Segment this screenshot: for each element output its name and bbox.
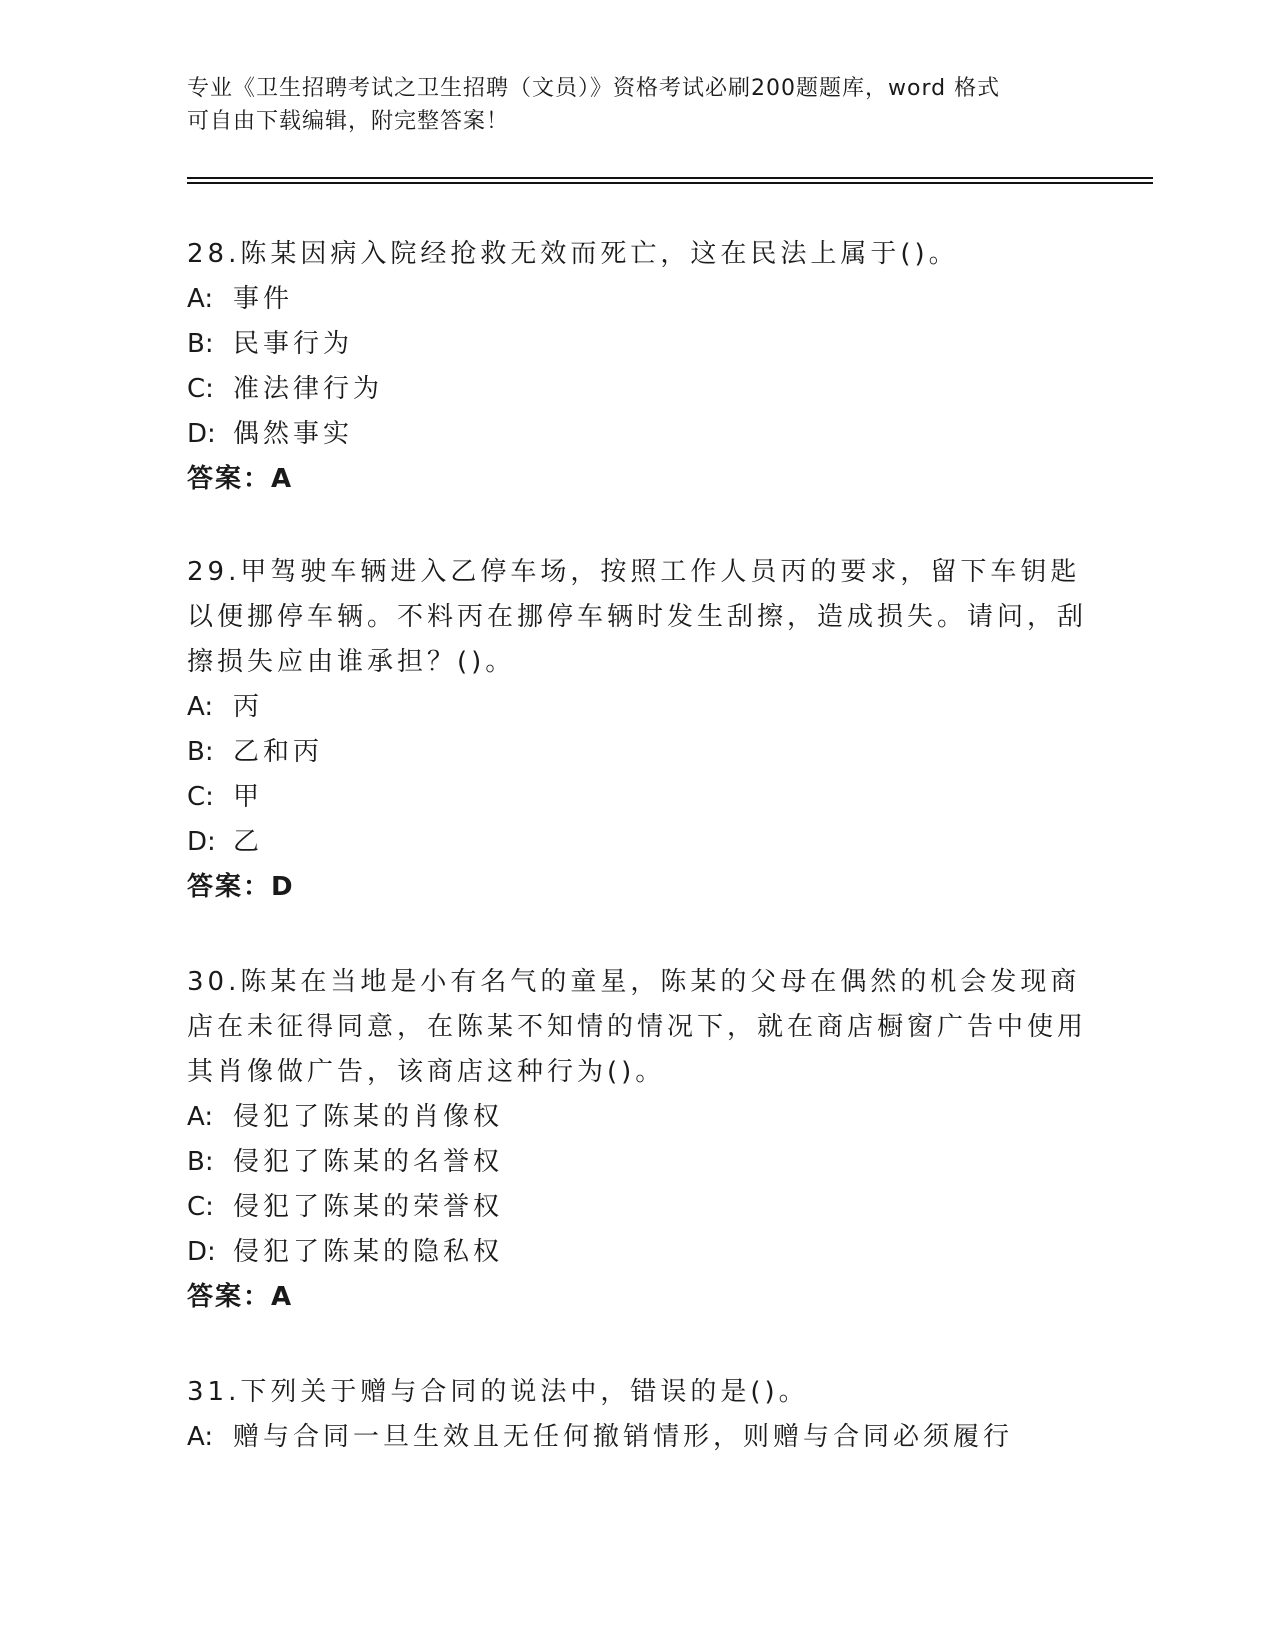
question-text: 31.下列关于赠与合同的说法中，错误的是()。 (187, 1377, 809, 1407)
option-letter: B: (187, 1147, 214, 1177)
header-line-1: 专业《卫生招聘考试之卫生招聘（文员）》资格考试必刷200题题库，word 格式 (187, 76, 1001, 101)
option-b (187, 730, 1087, 775)
option-letter: C: (187, 782, 214, 812)
option-letter: B: (187, 737, 214, 767)
option-text: 侵犯了陈某的隐私权 (233, 1237, 504, 1267)
option-c (187, 1185, 1087, 1230)
option-c (187, 367, 1087, 412)
option-b (187, 1140, 1087, 1185)
option-letter: B: (187, 329, 214, 359)
option-letter: D: (187, 419, 216, 449)
question-text: 29.甲驾驶车辆进入乙停车场，按照工作人员丙的要求，留下车钥匙以便挪停车辆。不料丙在挪停车辆时发生刮擦，造成损失。请问，刮擦损失应由谁承担？()。 (187, 557, 1088, 677)
option-b (187, 322, 1087, 367)
question-29 (187, 550, 1087, 910)
question-31 (187, 1370, 1087, 1460)
option-text: 侵犯了陈某的荣誉权 (233, 1192, 504, 1222)
option-a (187, 1095, 1087, 1140)
answer-line: 答案：A (187, 1282, 294, 1312)
option-text: 甲 (233, 782, 264, 812)
option-letter: C: (187, 374, 214, 404)
option-text: 民事行为 (233, 329, 354, 359)
header-line-2: 可自由下载编辑，附完整答案！ (187, 109, 510, 134)
header-divider-top (187, 177, 1153, 179)
option-letter: D: (187, 1237, 216, 1267)
option-text: 准法律行为 (233, 374, 384, 404)
option-text: 偶然事实 (233, 419, 354, 449)
option-a (187, 685, 1087, 730)
option-text: 侵犯了陈某的肖像权 (233, 1102, 504, 1132)
option-letter: A: (187, 284, 214, 314)
answer-line: 答案：A (187, 464, 294, 494)
question-28 (187, 232, 1087, 502)
question-text: 28.陈某因病入院经抢救无效而死亡，这在民法上属于()。 (187, 239, 959, 269)
option-letter: A: (187, 692, 214, 722)
option-letter: C: (187, 1192, 214, 1222)
header-divider-bottom (187, 182, 1153, 184)
document-header (187, 72, 1087, 138)
option-letter: D: (187, 827, 216, 857)
question-30 (187, 960, 1087, 1320)
option-text: 侵犯了陈某的名誉权 (233, 1147, 504, 1177)
option-text: 丙 (233, 692, 264, 722)
option-d (187, 1230, 1087, 1275)
option-d (187, 820, 1087, 865)
answer-line: 答案：D (187, 872, 295, 902)
option-c (187, 775, 1087, 820)
question-text: 30.陈某在当地是小有名气的童星，陈某的父母在偶然的机会发现商店在未征得同意，在陈某不知情的情况下，就在商店橱窗广告中使用其肖像做广告，该商店这种行为()。 (187, 967, 1088, 1087)
option-a (187, 1415, 1087, 1460)
option-text: 赠与合同一旦生效且无任何撤销情形，则赠与合同必须履行 (233, 1422, 1014, 1452)
option-a (187, 277, 1087, 322)
option-text: 事件 (233, 284, 294, 314)
option-d (187, 412, 1087, 457)
option-letter: A: (187, 1102, 214, 1132)
option-letter: A: (187, 1422, 214, 1452)
option-text: 乙和丙 (233, 737, 324, 767)
option-text: 乙 (233, 827, 264, 857)
